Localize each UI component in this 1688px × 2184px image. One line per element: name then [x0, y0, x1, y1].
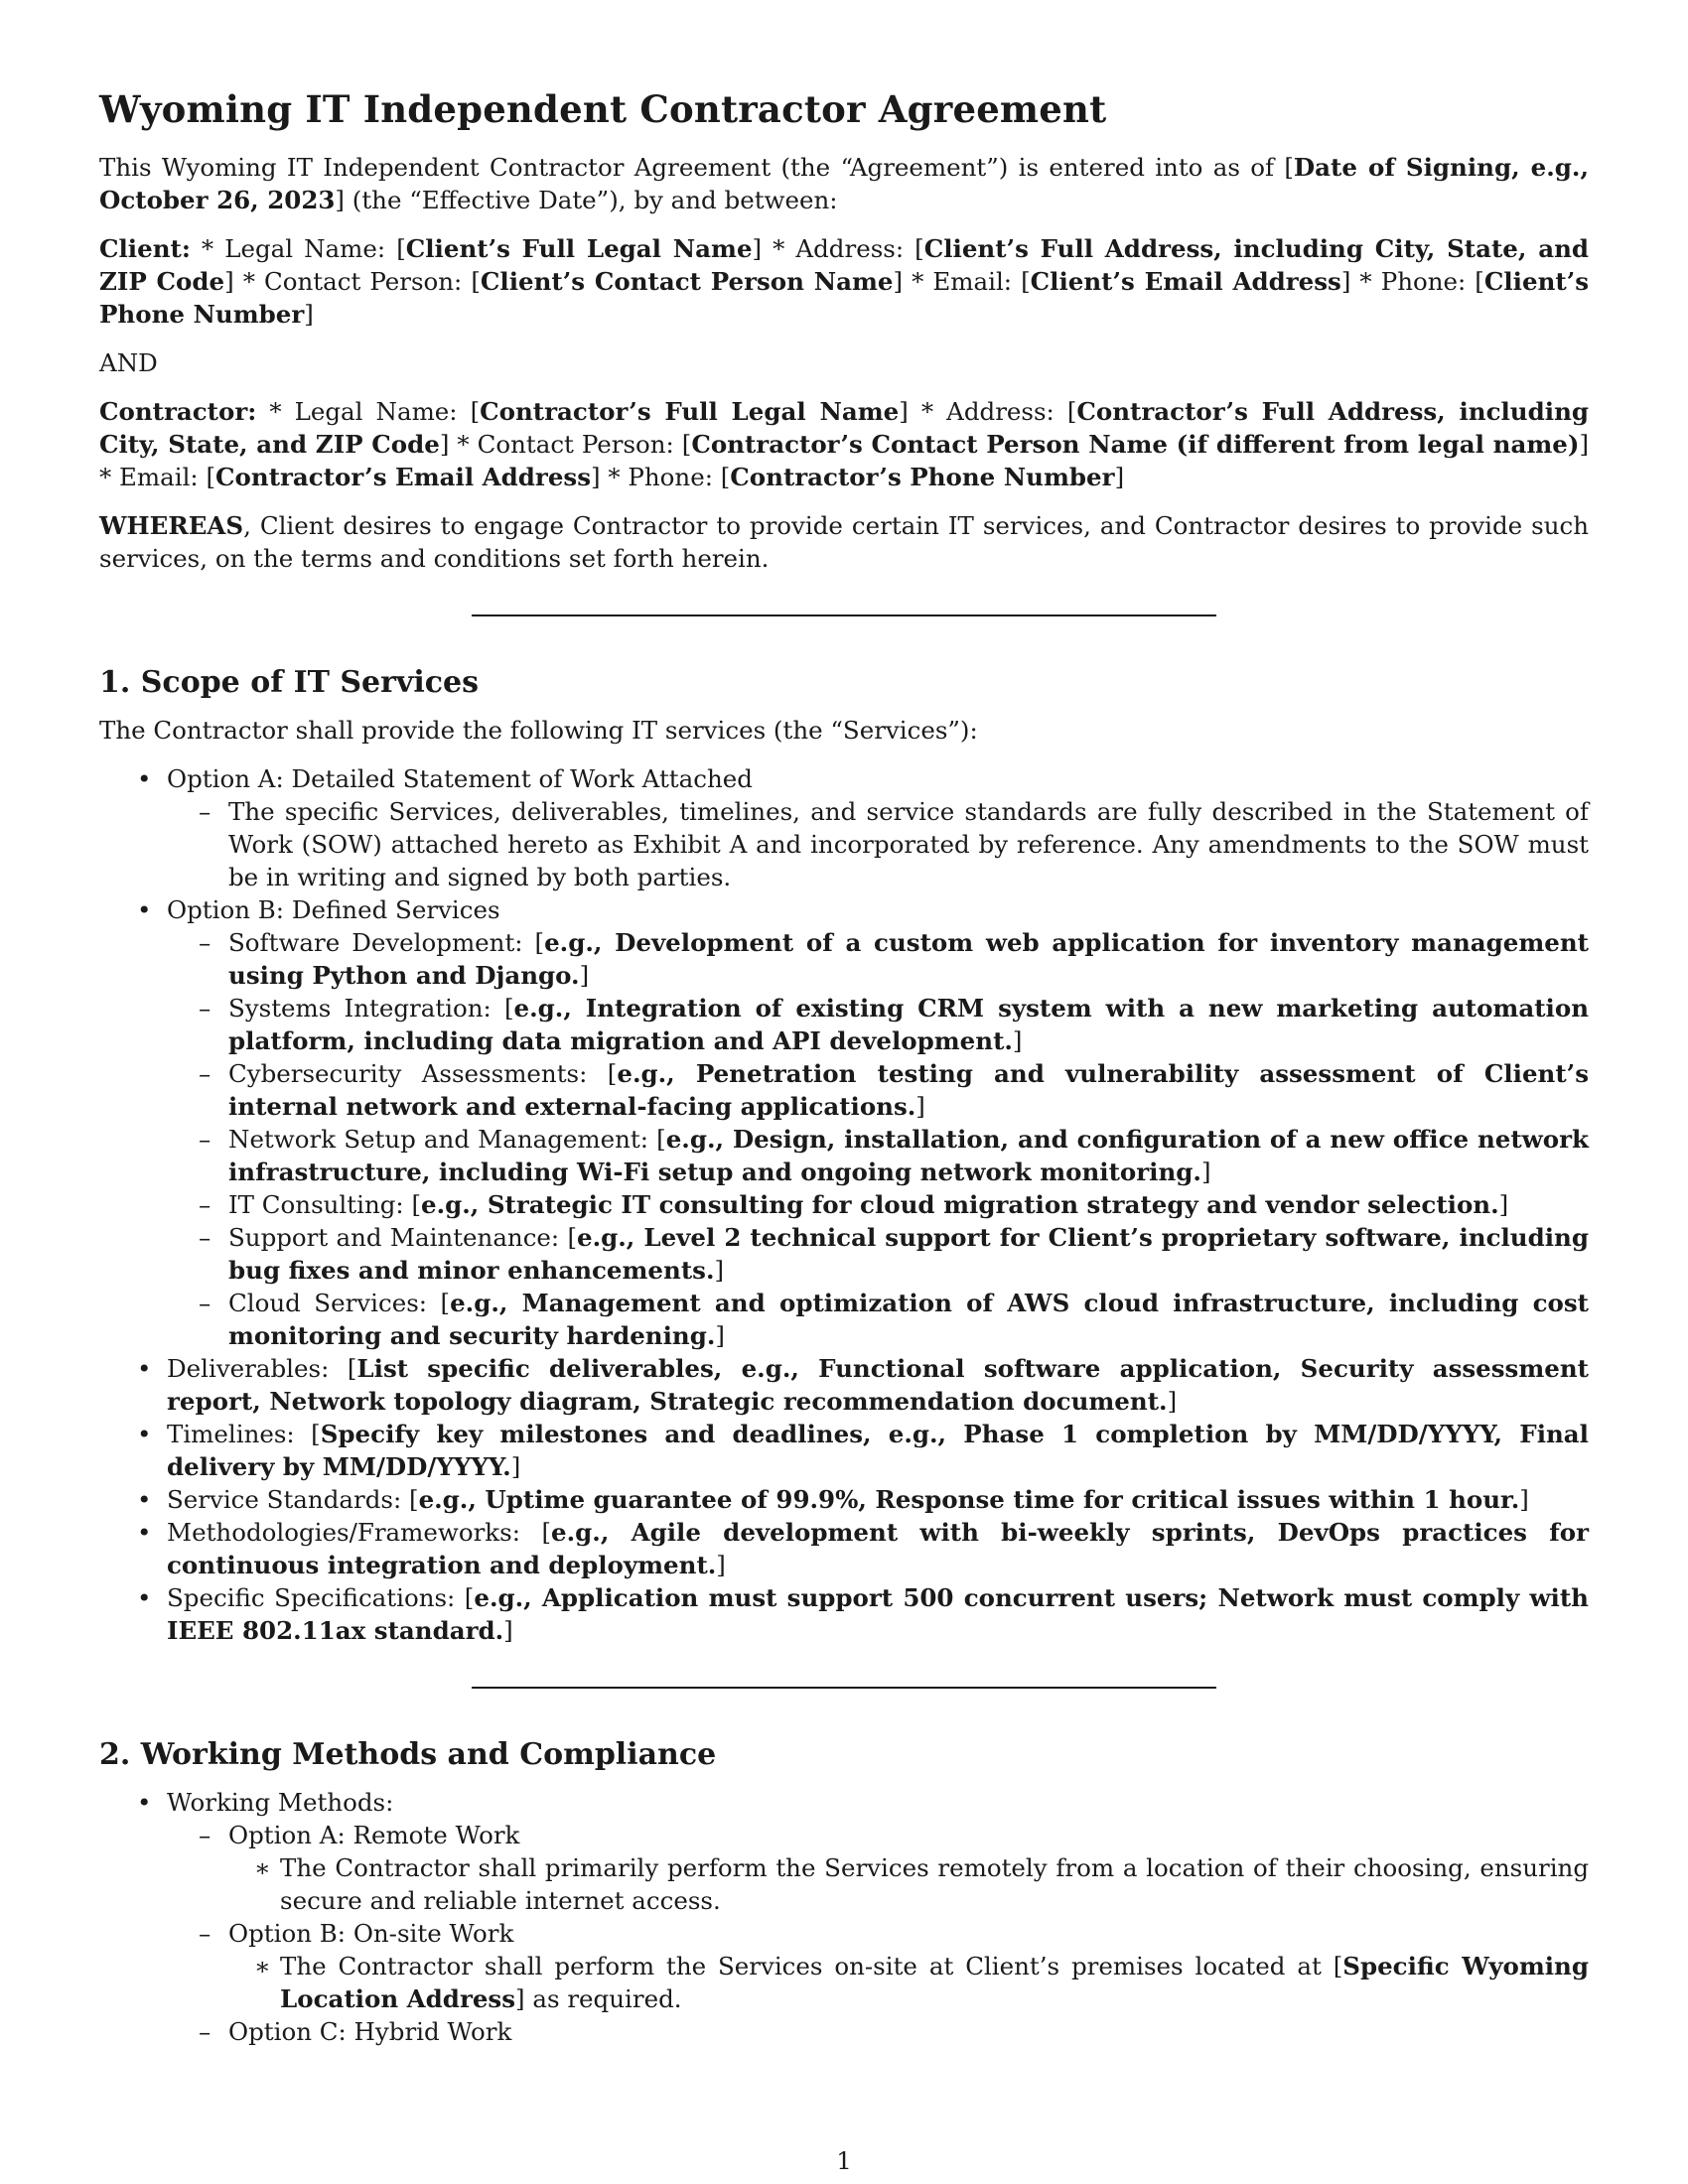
field-label: ] * Address: [: [752, 234, 924, 263]
bracket: ]: [915, 1092, 925, 1121]
list-item: – The specific Services, deliverables, timelines, and service standards are fully described in the Statement of Work (SOW) attached hereto as Exhibit A and incorporated by reference. Any amendments to the SOW must be in writing and signed by both parties.: [167, 795, 1589, 893]
intro-paragraph: [99, 151, 1589, 216]
field-label: ] * Contact Person: [: [439, 430, 692, 459]
service-placeholder: e.g., Design, installation, and configuration of a new office network infrastructure, including Wi-Fi setup and ongoing network monitoring.: [228, 1125, 1589, 1186]
list-item: [167, 992, 1589, 1057]
list-item: [228, 1950, 1589, 2015]
bracket: ]: [579, 961, 590, 990]
and-separator: AND: [99, 348, 158, 377]
service-label: IT Consulting: [: [228, 1190, 422, 1219]
document-title: Wyoming IT Independent Contractor Agreement: [99, 87, 1107, 131]
intro-text: ] (the “Effective Date”), by and between:: [335, 186, 838, 214]
services-list: [99, 762, 1589, 1647]
list-item: [99, 1352, 1589, 1418]
field-label: * Legal Name: [: [190, 234, 406, 263]
bracket: ]: [1519, 1485, 1529, 1514]
client-legal-name-placeholder: Client’s Full Legal Name: [405, 234, 753, 263]
list-item: [99, 1786, 1589, 2048]
sublist: [167, 795, 1589, 893]
item-label: Deliverables: [: [167, 1354, 357, 1383]
service-placeholder: e.g., Penetration testing and vulnerability assessment of Client’s internal network and external-facing applications.: [228, 1059, 1589, 1121]
item-placeholder: e.g., Uptime guarantee of 99.9%, Response time for critical issues within 1 hour.: [418, 1485, 1520, 1514]
bracket: ]: [1498, 1190, 1509, 1219]
service-label: Cloud Services: [: [228, 1289, 451, 1317]
option-a-label: Option A: Detailed Statement of Work Attached: [167, 764, 753, 793]
field-label: * Legal Name: [: [256, 397, 481, 426]
working-methods-label: Working Methods:: [167, 1788, 394, 1817]
sublist: [167, 1819, 1589, 2048]
list-item: [99, 1581, 1589, 1647]
list-item: [167, 2015, 1589, 2048]
item-placeholder: Specify key milestones and deadlines, e.g., Phase 1 completion by MM/DD/YYYY, Final delivery by MM/DD/YYYY.: [167, 1420, 1589, 1481]
field-label: ] * Phone: [: [591, 463, 731, 491]
contractor-phone-placeholder: Contractor’s Phone Number: [730, 463, 1115, 491]
list-item: [167, 926, 1589, 992]
whereas-text: , Client desires to engage Contractor to provide certain IT services, and Contractor desires to provide such services, on the terms and conditions set forth herein.: [99, 511, 1589, 573]
onsite-text: The Contractor shall perform the Services on-site at Client’s premises located at [: [280, 1952, 1343, 1980]
list-item: [167, 1819, 1589, 1917]
whereas-label: WHEREAS: [99, 511, 244, 540]
bracket: ]: [1200, 1158, 1211, 1186]
section-1-intro: The Contractor shall provide the following IT services (the “Services”):: [99, 716, 978, 745]
item-placeholder: e.g., Application must support 500 concurrent users; Network must comply with IEEE 802.11ax standard.: [167, 1583, 1589, 1645]
client-label: Client:: [99, 234, 191, 263]
bracket: ]: [716, 1551, 726, 1579]
option-b-label: Option B: Defined Services: [167, 895, 500, 924]
list-item: [99, 1418, 1589, 1483]
field-label: ] * Contact Person: [: [224, 267, 481, 296]
sublist: [228, 1851, 1589, 1917]
section-divider: [472, 614, 1216, 616]
list-item: [167, 1123, 1589, 1188]
contractor-address-placeholder: Contractor’s Full Address, including City, State, and ZIP Code: [99, 397, 1590, 459]
bracket: ]: [714, 1256, 725, 1285]
client-paragraph: [99, 232, 1589, 331]
list-item: [99, 1483, 1589, 1516]
list-item: [167, 1917, 1589, 2015]
field-label: ] * Email: [: [99, 430, 1589, 491]
service-label: Cybersecurity Assessments: [: [228, 1059, 618, 1088]
bracket: ]: [304, 300, 314, 329]
client-phone-placeholder: Client’s Phone Number: [99, 267, 1590, 329]
onsite-text: ] as required.: [515, 1984, 682, 2013]
section-divider: [472, 1687, 1216, 1689]
working-methods-list: [99, 1786, 1589, 2048]
list-item: [99, 893, 1589, 1352]
service-label: Systems Integration: [: [228, 994, 514, 1023]
contractor-paragraph: [99, 395, 1589, 493]
location-placeholder: Specific Wyoming Location Address: [280, 1952, 1590, 2013]
client-email-placeholder: Client’s Email Address: [1030, 267, 1341, 296]
list-item: [167, 1287, 1589, 1352]
item-label: Service Standards: [: [167, 1485, 419, 1514]
sublist: [228, 1950, 1589, 2015]
list-item: ∗ The Contractor shall primarily perform the Services remotely from a location of their choosing, ensuring secure and reliable internet access.: [228, 1851, 1589, 1917]
contractor-legal-name-placeholder: Contractor’s Full Legal Name: [480, 397, 900, 426]
client-address-placeholder: Client’s Full Address, including City, State, and ZIP Code: [99, 234, 1590, 296]
page-number: 1: [836, 2146, 852, 2175]
item-placeholder: e.g., Agile development with bi-weekly sprints, DevOps practices for continuous integration and deployment.: [167, 1518, 1589, 1579]
onsite-work-label: Option B: On-site Work: [228, 1919, 514, 1948]
list-item: [99, 1516, 1589, 1581]
list-item: [99, 762, 1589, 893]
section-2-heading: 2. Working Methods and Compliance: [99, 1737, 717, 1772]
intro-text: This Wyoming IT Independent Contractor Agreement (the “Agreement”) is entered into as of [: [99, 153, 1294, 182]
section-1-heading: 1. Scope of IT Services: [99, 665, 480, 700]
service-placeholder: e.g., Strategic IT consulting for cloud migration strategy and vendor selection.: [421, 1190, 1499, 1219]
service-placeholder: e.g., Level 2 technical support for Client’s proprietary software, including bug fixes and minor enhancements.: [228, 1223, 1589, 1285]
contractor-label: Contractor:: [99, 397, 257, 426]
sublist: [167, 926, 1589, 1352]
bracket: ]: [503, 1616, 513, 1645]
field-label: ] * Address: [: [899, 397, 1077, 426]
service-placeholder: e.g., Management and optimization of AWS cloud infrastructure, including cost monitoring and security hardening.: [228, 1289, 1590, 1350]
list-item: [167, 1221, 1589, 1287]
contractor-contact-placeholder: Contractor’s Contact Person Name (if different from legal name): [691, 430, 1580, 459]
document-body: [99, 87, 1589, 2048]
item-label: Specific Specifications: [: [167, 1583, 475, 1612]
service-placeholder: e.g., Development of a custom web application for inventory management using Python and Django.: [228, 928, 1589, 990]
item-label: Timelines: [: [167, 1420, 321, 1448]
bracket: ]: [1114, 463, 1125, 491]
service-label: Network Setup and Management: [: [228, 1125, 666, 1154]
whereas-paragraph: [99, 509, 1589, 575]
service-label: Support and Maintenance: [: [228, 1223, 578, 1252]
client-contact-placeholder: Client’s Contact Person Name: [480, 267, 894, 296]
bracket: ]: [715, 1321, 725, 1350]
service-placeholder: e.g., Integration of existing CRM system with a new marketing automation platform, including data migration and API development.: [228, 994, 1590, 1055]
remote-work-label: Option A: Remote Work: [228, 1821, 520, 1849]
list-item: [167, 1188, 1589, 1221]
field-label: ] * Email: [: [893, 267, 1031, 296]
effective-date-placeholder: Date of Signing, e.g., October 26, 2023: [99, 153, 1589, 214]
list-item: [167, 1057, 1589, 1123]
field-label: ] * Phone: [: [1340, 267, 1484, 296]
item-placeholder: List specific deliverables, e.g., Functional software application, Security assessment report, Network topology diagram, Strategic recommendation document.: [167, 1354, 1589, 1416]
hybrid-work-label: Option C: Hybrid Work: [228, 2017, 512, 2046]
item-label: Methodologies/Frameworks: [: [167, 1518, 552, 1547]
contractor-email-placeholder: Contractor’s Email Address: [215, 463, 592, 491]
bracket: ]: [1167, 1387, 1178, 1416]
bracket: ]: [1012, 1026, 1023, 1055]
bracket: ]: [510, 1452, 521, 1481]
service-label: Software Development: [: [228, 928, 545, 957]
